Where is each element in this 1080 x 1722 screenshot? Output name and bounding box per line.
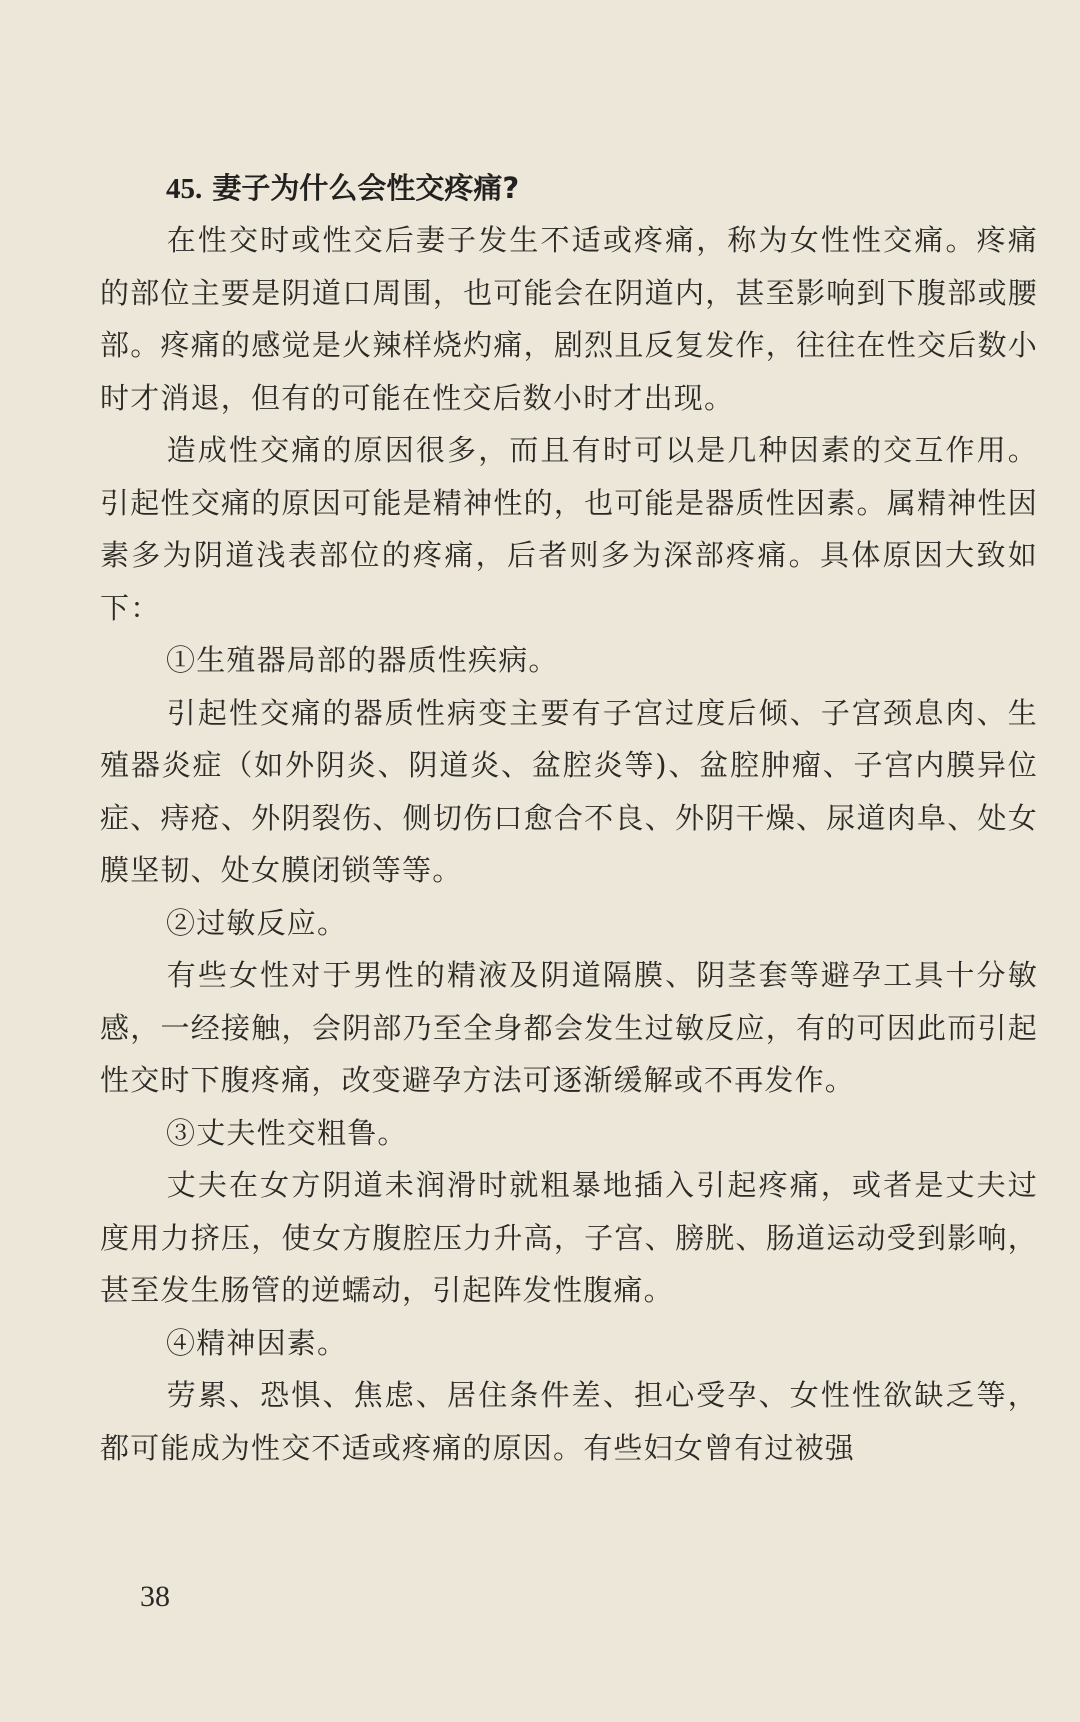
paragraph: 丈夫在女方阴道未润滑时就粗暴地插入引起疼痛，或者是丈夫过度用力挤压，使女方腹腔压力升高，子宫、膀胱、肠道运动受到影响，甚至发生肠管的逆蠕动，引起阵发性腹痛。 [100,1168,1038,1307]
section-title: 妻子为什么会性交疼痛? [212,171,520,205]
list-item-heading: ①生殖器局部的器质性疾病。 [166,643,559,677]
paragraph: 造成性交痛的原因很多，而且有时可以是几种因素的交互作用。引起性交痛的原因可能是精神性的，也可能是器质性因素。属精神性因素多为阴道浅表部位的疼痛，后者则多为深部疼痛。具体原因大致如下： [100,433,1038,625]
paragraph: 有些女性对于男性的精液及阴道隔膜、阴茎套等避孕工具十分敏感，一经接触，会阴部乃至全身都会发生过敏反应，有的可因此而引起性交时下腹疼痛，改变避孕方法可逐渐缓解或不再发作。 [100,958,1038,1097]
list-item-heading: ③丈夫性交粗鲁。 [166,1115,408,1150]
page-content [100,162,1038,1474]
section-number: 45. [166,173,203,205]
paragraph: 引起性交痛的器质性病变主要有子宫过度后倾、子宫颈息肉、生殖器炎症（如外阴炎、阴道炎、盆腔炎等)、盆腔肿瘤、子宫内膜异位症、痔疮、外阴裂伤、侧切伤口愈合不良、外阴干燥、尿道肉阜、处女膜坚韧、处女膜闭锁等等。 [100,695,1038,887]
paragraph: 劳累、恐惧、焦虑、居住条件差、担心受孕、女性性欲缺乏等，都可能成为性交不适或疼痛的原因。有些妇女曾有过被强 [100,1378,1038,1465]
list-item-heading: ④精神因素。 [166,1325,348,1360]
section-heading [100,162,1038,214]
page-number: 38 [140,1580,170,1613]
list-item-heading: ②过敏反应。 [166,905,348,940]
paragraph: 在性交时或性交后妻子发生不适或疼痛，称为女性性交痛。疼痛的部位主要是阴道口周围，也可能会在阴道内，甚至影响到下腹部或腰部。疼痛的感觉是火辣样烧灼痛，剧烈且反复发作，往往在性交后数小时才消退，但有的可能在性交后数小时才出现。 [100,223,1038,415]
